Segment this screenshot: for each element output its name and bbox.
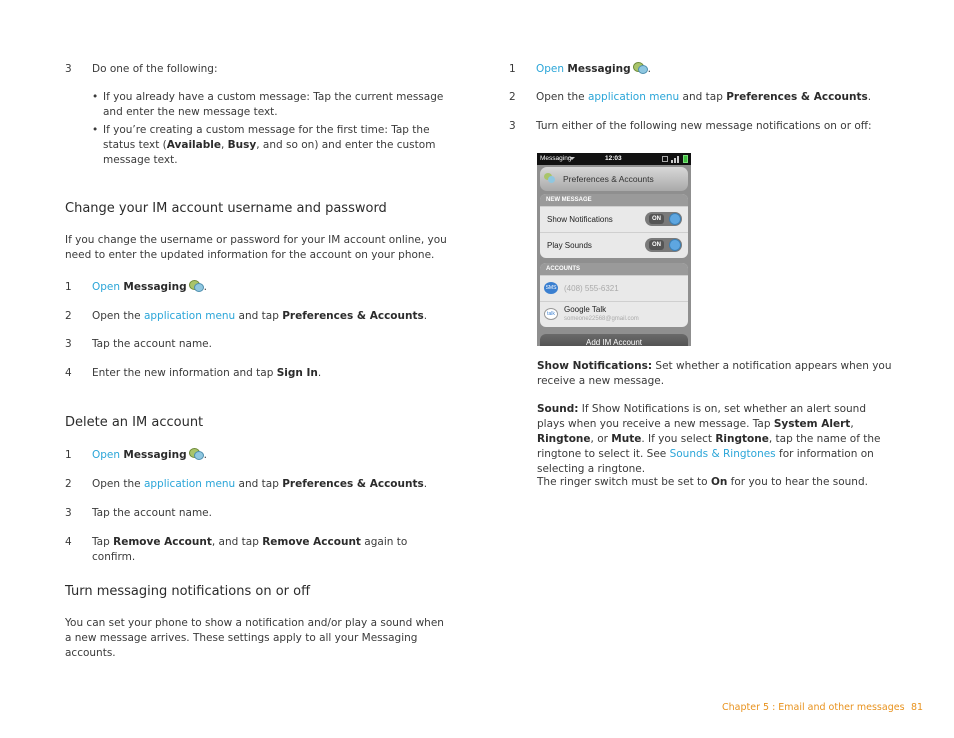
step: 2 Open the application menu and tap Preferences & Accounts. — [509, 91, 872, 103]
play-sounds-toggle[interactable]: ON — [645, 238, 682, 252]
step: 3 Turn either of the following new message notifications on or off: — [509, 120, 872, 132]
open-link[interactable]: Open — [536, 63, 565, 75]
messaging-icon — [544, 173, 556, 184]
messaging-icon — [189, 280, 204, 292]
open-link[interactable]: Open — [92, 449, 121, 461]
accounts-group: ACCOUNTS SMS (408) 555-6321 talk Google Talk someone22568@gmail.com — [540, 263, 688, 327]
phone-screenshot — [537, 153, 691, 346]
step: 1 Open Messaging . — [65, 449, 207, 461]
chevron-down-icon — [569, 157, 575, 160]
step: 2 Open the application menu and tap Preferences & Accounts. — [65, 478, 428, 490]
page-number: 81 — [911, 702, 924, 713]
section-heading: Turn messaging notifications on or off — [65, 584, 311, 599]
play-sounds-row[interactable]: Play Sounds ON — [540, 232, 688, 258]
new-message-group: NEW MESSAGE Show Notifications ON Play Sounds ON — [540, 194, 688, 258]
section-heading: Delete an IM account — [65, 415, 204, 430]
messaging-icon — [633, 62, 648, 74]
sms-account-row[interactable]: SMS (408) 555-6321 — [540, 275, 688, 301]
preferences-title: Preferences & Accounts — [540, 167, 688, 191]
application-menu-link[interactable]: application menu — [143, 310, 236, 322]
show-notifications-description: Show Notifications: Set whether a notification appears when you receive a new message. — [537, 360, 892, 387]
show-notifications-row[interactable]: Show Notifications ON — [540, 206, 688, 232]
section-heading: Change your IM account username and password — [65, 201, 387, 216]
signal-icon — [671, 156, 679, 163]
step: 3 Tap the account name. — [65, 338, 212, 350]
battery-icon — [683, 155, 688, 163]
application-menu-link[interactable]: application menu — [143, 478, 236, 490]
step: 3 Tap the account name. — [65, 507, 212, 519]
google-talk-icon: talk — [544, 308, 558, 320]
bullet-list — [65, 90, 450, 168]
intro-step: 3 Do one of the following: — [65, 63, 218, 75]
step: 1 Open Messaging . — [509, 63, 651, 75]
step: 2 Open the application menu and tap Preferences & Accounts. — [65, 310, 428, 322]
show-notifications-toggle[interactable]: ON — [645, 212, 682, 226]
add-im-account-button[interactable]: Add IM Account — [540, 334, 688, 346]
application-menu-link[interactable]: application menu — [587, 91, 680, 103]
list-item: • If you already have a custom message: Tap the current message and enter the new message text. — [92, 91, 444, 118]
step: 4 Tap Remove Account, and tap Remove Account again to confirm. — [65, 536, 408, 563]
sms-icon: SMS — [544, 282, 558, 294]
open-link[interactable]: Open — [92, 281, 121, 293]
step: 4 Enter the new information and tap Sign In. — [65, 367, 322, 379]
sound-description: Sound: If Show Notifications is on, set whether an alert sound plays when you receive a new message. Tap System Alert, Ringtone, or Mute. If you select Ringtone, tap the name of the ringtone to select it. See Sounds & Ringtones for information on selecting a ringtone. — [537, 403, 881, 475]
list-item: • If you’re creating a custom message for the first time: Tap the status text (Available, Busy, and so on) and enter the custom message text. — [92, 124, 436, 166]
messaging-icon — [189, 448, 204, 460]
paragraph: If you change the username or password for your IM account online, you need to enter the updated information for the account on your phone. — [65, 234, 447, 261]
chapter-footer: Chapter 5 : Email and other messages — [722, 702, 905, 713]
lock-icon — [662, 156, 668, 162]
sounds-ringtones-link[interactable]: Sounds & Ringtones — [669, 448, 776, 460]
google-talk-row[interactable]: talk Google Talk someone22568@gmail.com — [540, 301, 688, 327]
paragraph: You can set your phone to show a notification and/or play a sound when a new message arrives. These settings apply to all your Messaging accounts. — [65, 617, 444, 659]
step: 1 Open Messaging . — [65, 281, 207, 293]
ringer-note: The ringer switch must be set to On for you to hear the sound. — [537, 476, 868, 488]
status-bar: Messaging 12:03 — [537, 153, 691, 165]
